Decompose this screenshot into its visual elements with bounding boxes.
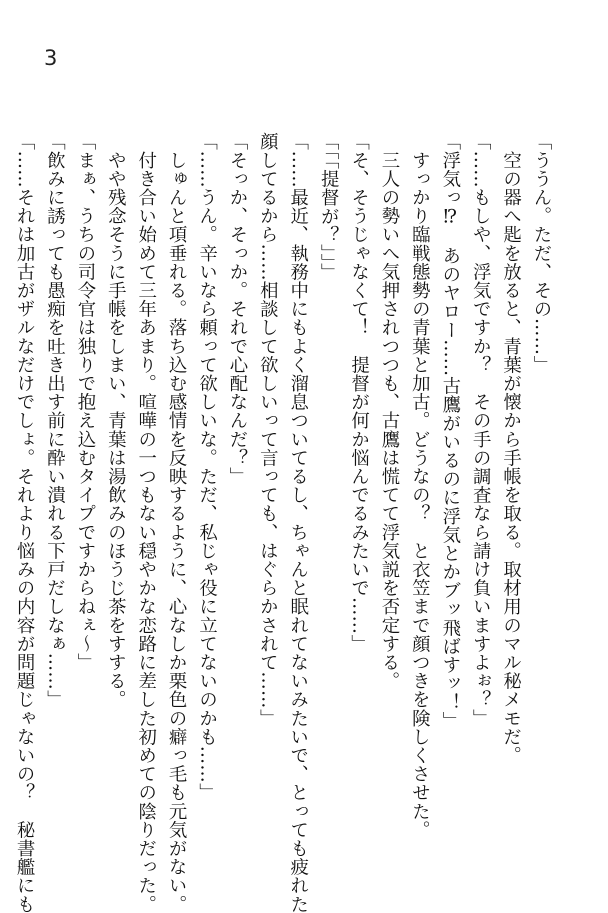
text-line: 「……最近、執務中にもよく溜息ついてるし、ちゃんと眠れてないみたいで、とっても疲れた <box>287 132 309 913</box>
text-line: 「……それは加古がザルなだけでしょ。それより悩みの内容が問題じゃないの？ 秘書艦にも <box>14 132 36 913</box>
text-line: 「浮気っ⁉ あのヤロー……古鷹がいるのに浮気とかブッ飛ばすッ！」 <box>439 132 461 730</box>
page-number: 3 <box>44 46 58 70</box>
text-line: 空の器へ匙を放ると、青葉が懐から手帳を取る。取材用のマル秘メモだ。 <box>500 132 522 765</box>
text-line: 「「「提督が？」」」 <box>318 132 340 282</box>
text-line: すっかり臨戦態勢の青葉と加古。どうなの？ と衣笠まで顔つきを険しくさせた。 <box>409 132 431 839</box>
text-line: しゅんと項垂れる。落ち込む感情を反映するように、心なしか栗色の癖っ毛も元気がない。 <box>166 132 188 913</box>
text-line: 「飲みに誘っても愚痴を吐き出す前に酔い潰れる下戸だしなぁ……」 <box>44 132 66 709</box>
text-line: 「そっか、そっか。それで心配なんだ？」 <box>226 132 248 486</box>
text-line: 「そ、そうじゃなくて！ 提督が何か悩んでるみたいで……」 <box>348 132 370 653</box>
text-line: やや残念そうに手帳をしまい、青葉は湯飲みのほうじ茶をすする。 <box>105 132 127 709</box>
text-line: 顔してるから……相談して欲しいって言っても、はぐらかされて……」 <box>257 132 279 728</box>
text-line: 「ううん。ただ、その……」 <box>531 132 552 374</box>
text-line: 「……もしや、浮気ですか？ その手の調査なら請け負いますよぉ？」 <box>470 132 492 728</box>
text-line: 三人の勢いへ気押されつつも、古鷹は慌てて浮気説を否定する。 <box>378 132 400 690</box>
vertical-text-body <box>9 132 556 913</box>
text-line: 付き合い始めて三年あまり。喧嘩の一つもない穏やかな恋路に差した初めての陰りだった。 <box>135 132 157 913</box>
text-line: 「まぁ、うちの司令官は独りで抱え込むタイプですからねぇ～」 <box>74 132 96 672</box>
text-line: 「……うん。辛いなら頼って欲しいな。ただ、私じゃ役に立てないのかも……」 <box>196 132 218 802</box>
